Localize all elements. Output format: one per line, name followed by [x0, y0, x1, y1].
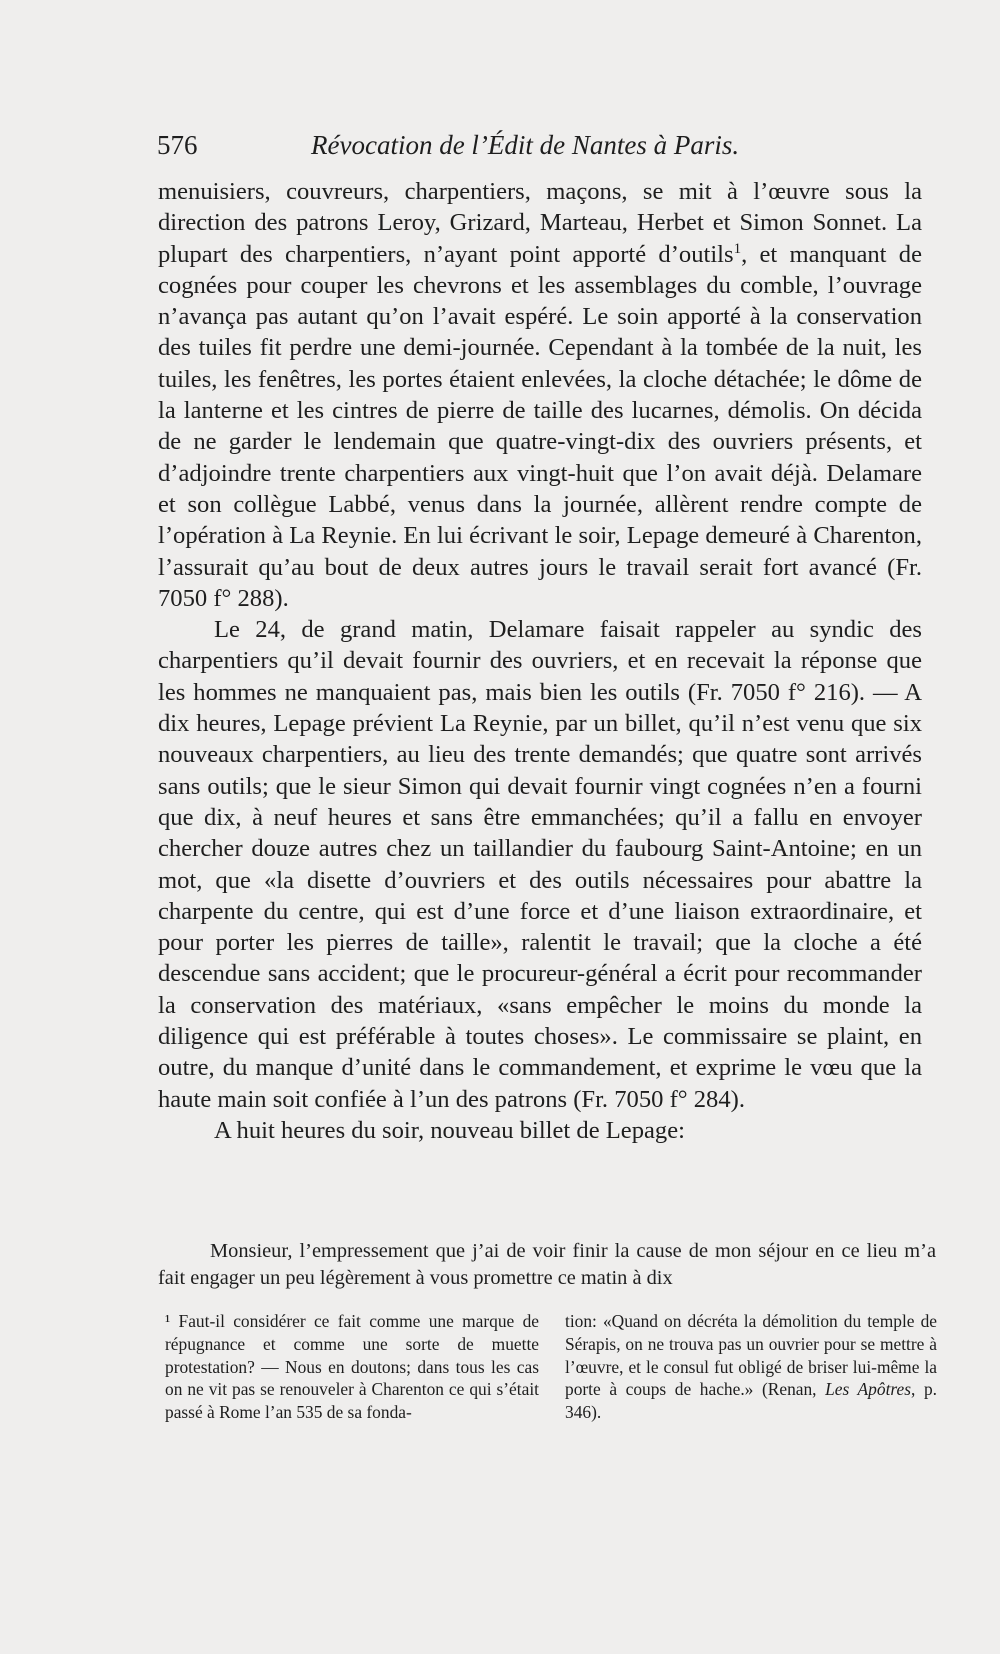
footnote-column-left: ¹ Faut-il considérer ce fait comme une marque de répugnance et comme une sorte de muette protestation? — Nous en doutons; dans tous les cas on ne vit pas se renouveler à Charenton ce qui s’était passé à Rome l’an 535 de sa fonda- [165, 1311, 539, 1423]
footnote-reference: 1 [733, 240, 742, 257]
page-header [157, 130, 937, 170]
footnote-column-right [565, 1310, 937, 1424]
paragraph-text: , et manquant de cognées pour couper les chevrons et les assemblages du comble, l’ouvrage n’avança pas autant qu’on l’avait espéré. Le soin apporté à la conservation des tuiles fit perdre une demi-journée. Cependant à la tombée de la nuit, les tuiles, les fenêtres, les portes étaient enlevées, la cloche détachée; le dôme de la lanterne et les cintres de pierre de taille des lucarnes, démolis. On décida de ne garder le lendemain que quatre-vingt-dix des ouvriers présents, et d’adjoindre trente charpentiers aux vingt-huit que l’on avait déjà. Delamare et son collègue Labbé, venus dans la journée, allèrent rendre compte de l’opération à La Reynie. En lui écrivant le soir, Lepage demeuré à Charenton, l’assurait qu’au bout de deux autres jours le travail serait fort avancé (Fr. 7050 f° 288). [158, 240, 922, 612]
paragraph-text: menuisiers, couvreurs, charpentiers, maçons, se mit à l’œuvre sous la direction des patrons Leroy, Grizard, Marteau, Herbet et Simon Sonnet. La plupart des charpentiers, n’ayant point apporté d’outils [158, 178, 922, 268]
running-title: Révocation de l’Édit de Nantes à Paris. [311, 130, 740, 160]
paragraph [158, 176, 922, 614]
quoted-letter: Monsieur, l’empressement que j’ai de voir finir la cause de mon séjour en ce lieu m’a fait engager un peu légèrement à vous promettre ce matin à dix [158, 1240, 936, 1289]
footnote-text: tion: «Quand on décréta la démolition du temple de Sérapis, on ne trouva pas un ouvrier pour se mettre à l’œuvre, et le consul fut obligé de briser lui-même la porte à coups de hache.» (Renan, [565, 1311, 937, 1400]
footnote-book-title: Les Apôtres [825, 1379, 912, 1400]
paragraph: A huit heures du soir, nouveau billet de Lepage: [214, 1116, 685, 1144]
footnotes [165, 1310, 937, 1450]
footnote-text: , p. 346). [565, 1379, 937, 1423]
paragraph: Le 24, de grand matin, Delamare faisait rappeler au syndic des charpentiers qu’il devait fournir des ouvriers, et en recevait la réponse que les hommes ne manquaient pas, mais bien les outils (Fr. 7050 f° 216). — A dix heures, Lepage prévient La Reynie, par un billet, qu’il n’est venu que six nouveaux charpentiers, au lieu des trente demandés; que quatre sont arrivés sans outils; que le sieur Simon qui devait fournir vingt cognées n’en a fourni que dix, à neuf heures et sans être emmanchées; qu’il a fallu en envoyer chercher douze autres chez un taillandier du faubourg Saint-Antoine; en un mot, que «la disette d’ouvriers et des outils nécessaires pour abattre la charpente du centre, qui est d’une force et d’une liaison extraordinaire, et pour porter les pierres de taille», ralentit le travail; que la cloche a été descendue sans accident; que le procureur-général a écrit pour recommander la conservation des matériaux, «sans empêcher le moins du monde la diligence qui est préférable à toutes choses». Le commissaire se plaint, en outre, du manque d’unité dans le commandement, et exprime le vœu que la haute main soit confiée à l’un des patrons (Fr. 7050 f° 284). [158, 616, 922, 1113]
main-text [158, 176, 922, 1146]
page-number: 576 [157, 130, 198, 160]
